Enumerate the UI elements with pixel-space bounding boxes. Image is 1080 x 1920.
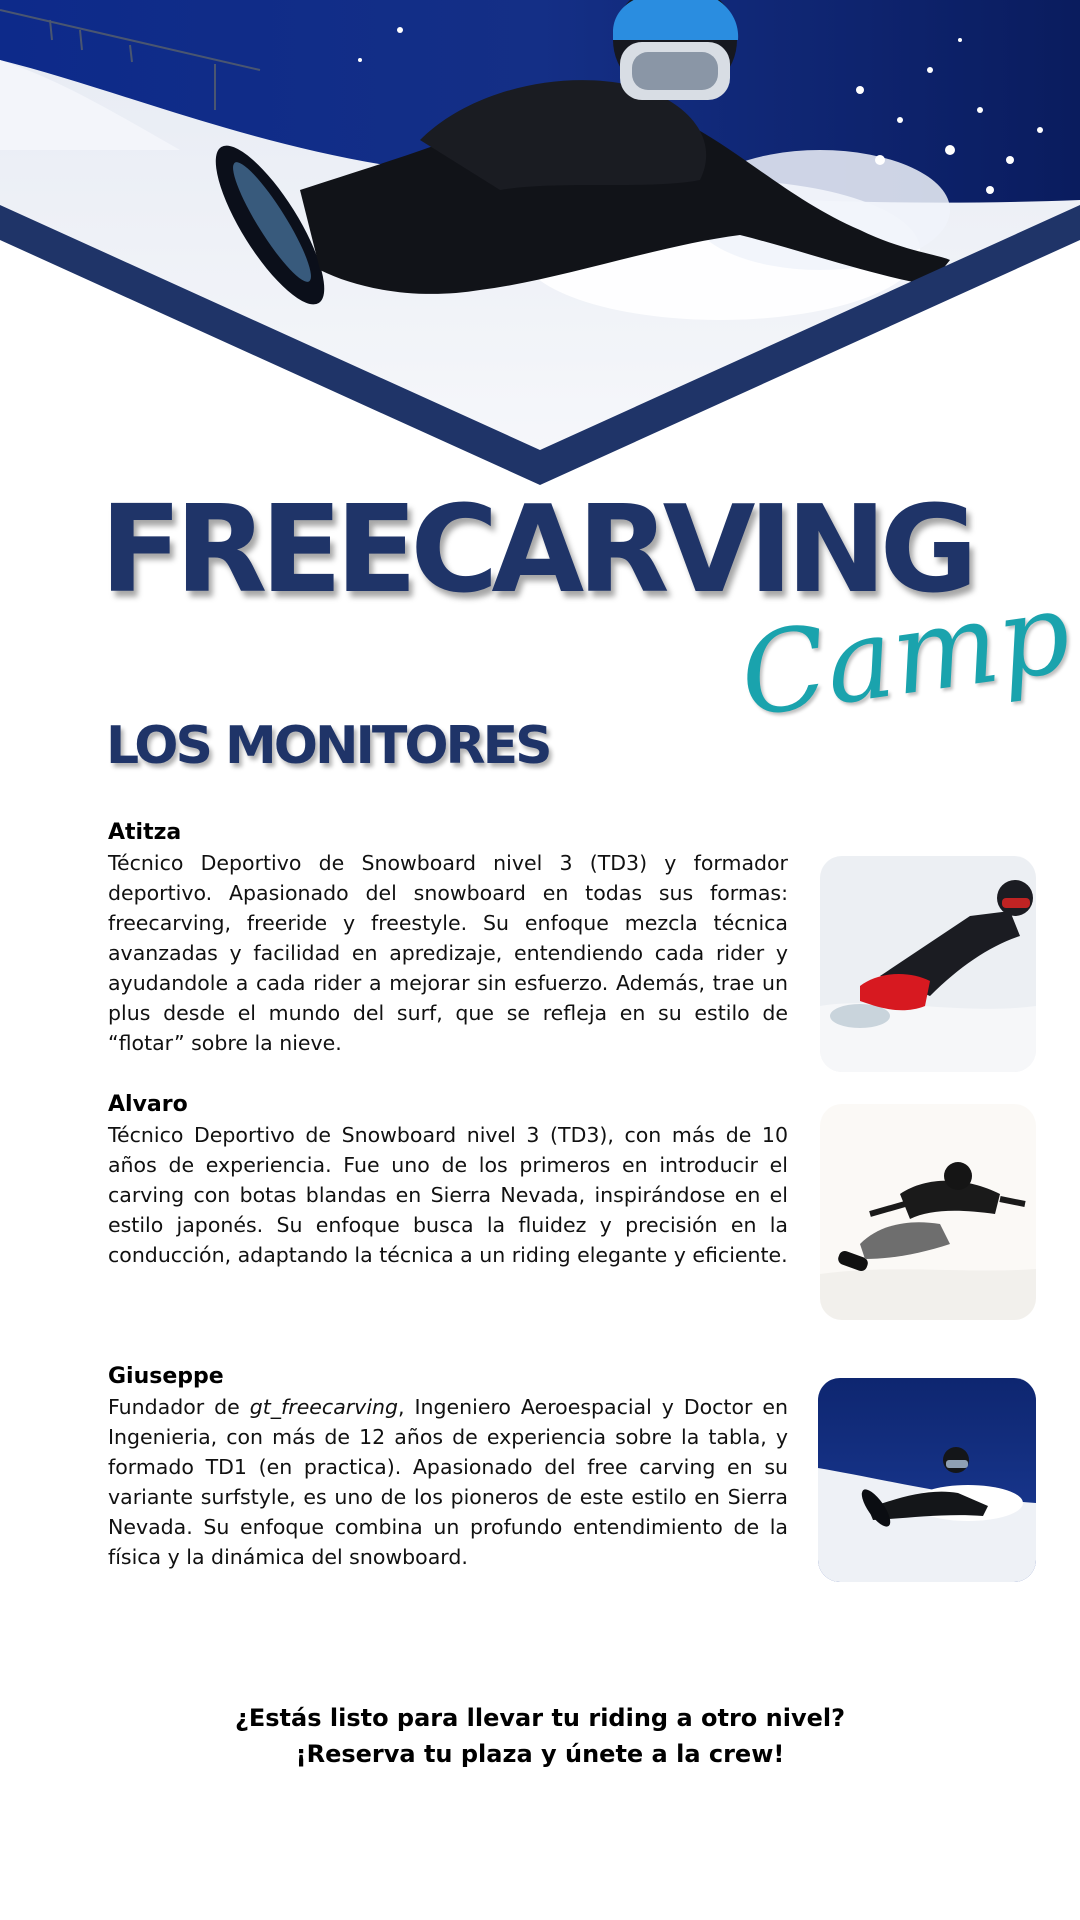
hero-image (0, 0, 1080, 490)
monitor-photo-atitza (820, 856, 1036, 1072)
monitor-photo-alvaro (820, 1104, 1036, 1320)
hero-snowboarder-photo (0, 0, 1080, 490)
bio-handle: gt_freecarving (249, 1395, 399, 1419)
monitor-photo-giuseppe (818, 1378, 1036, 1582)
bio-prefix: Fundador de (108, 1395, 250, 1419)
monitor-bio-atitza: Técnico Deportivo de Snowboard nivel 3 (TD3) y formador deportivo. Apasionado del snowboard en todas sus formas: freecarving, freeride y freestyle. Su enfoque mezcla técnica avanzadas y facilidad en apredizaje, entendiendo cada rider y ayudandole a cada rider a mejorar sin esfuerzo. Además, trae un plus desde el mundo del surf, que se refleja en su estilo de “flotar” sobre la nieve. (108, 851, 788, 1055)
monitor-bio-giuseppe (108, 1392, 788, 1572)
monitor-name-giuseppe: Giuseppe (108, 1364, 224, 1389)
section-title: LOS MONITORES (106, 716, 550, 776)
cta-question: ¿Estás listo para llevar tu riding a otro nivel? (234, 1704, 846, 1732)
bio-rest: , Ingeniero Aeroespacial y Doctor en Ingenieria, con más de 12 años de experiencia sobre la tabla, y formado TD1 (en practica). Apasionado del free carving en su variante surfstyle, es uno de los pioneros de este estilo en Sierra Nevada. Su enfoque combina un profundo entendimiento de la física y la dinámica del snowboard. (108, 1395, 788, 1569)
monitor-name-atitza: Atitza (108, 820, 182, 845)
main-title: FREECARVING (100, 481, 972, 620)
monitor-name-alvaro: Alvaro (108, 1092, 188, 1117)
cta-book: ¡Reserva tu plaza y únete a la crew! (295, 1740, 785, 1768)
camp-script-subtitle: Camp (732, 567, 1078, 743)
monitor-bio-alvaro: Técnico Deportivo de Snowboard nivel 3 (TD3), con más de 10 años de experiencia. Fue uno de los primeros en introducir el carving con botas blandas en Sierra Nevada, inspirándose en el estilo japonés. Su enfoque busca la fluidez y precisión en la conducción, adaptando la técnica a un riding elegante y eficiente. (108, 1123, 788, 1267)
